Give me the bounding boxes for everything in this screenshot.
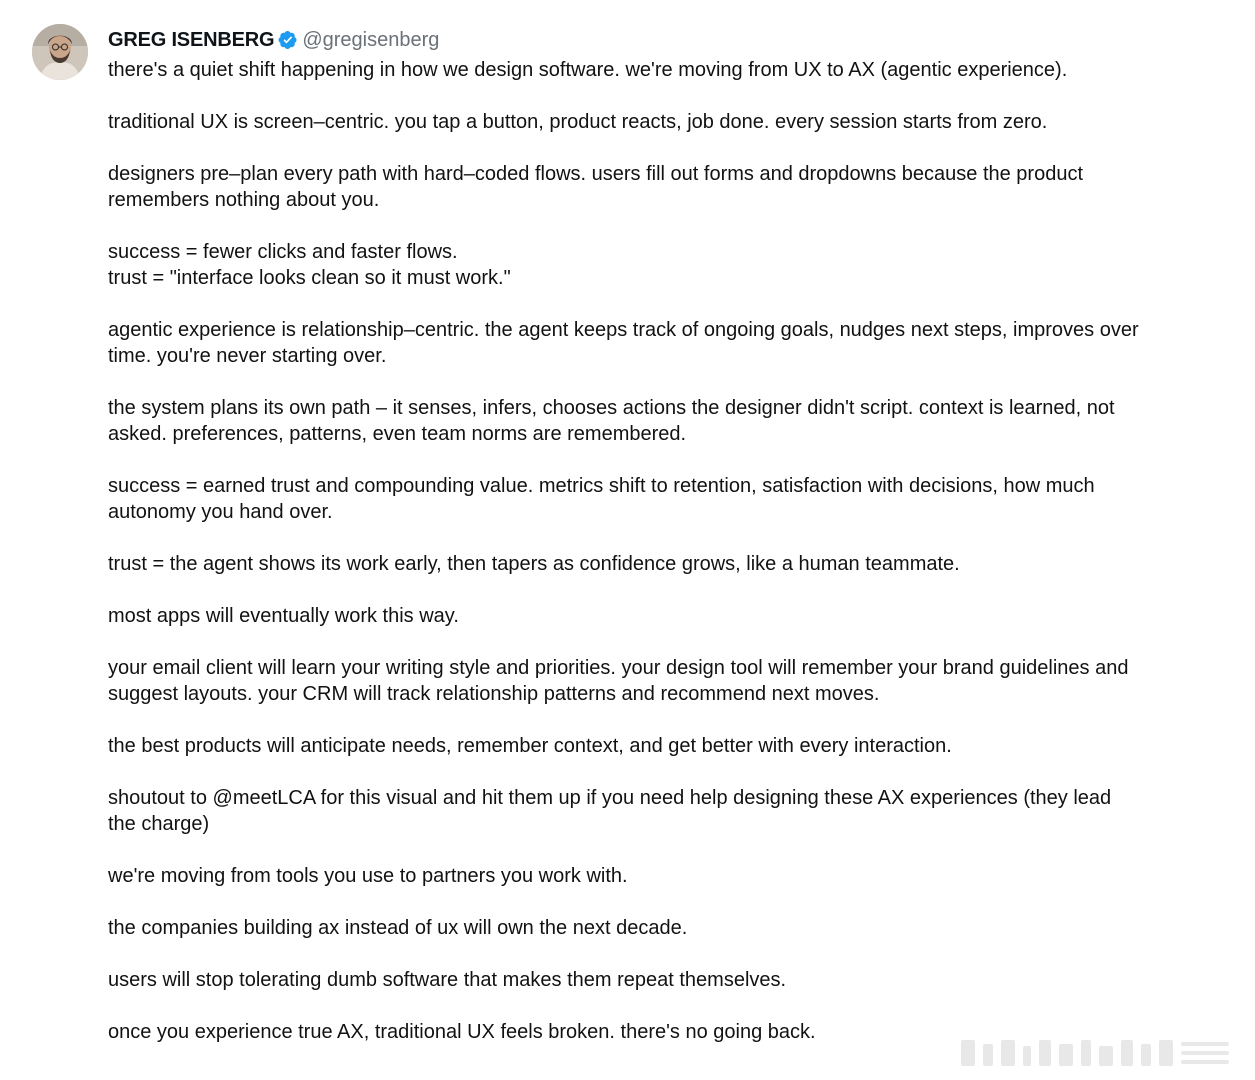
tweet-line: designers pre–plan every path with hard–coded flows. users fill out forms and dropdowns because the product: [108, 163, 1084, 185]
tweet-line: the system plans its own path – it senses, infers, chooses actions the designer didn't script. context is learned, not: [108, 397, 1115, 419]
tweet-paragraph: [108, 395, 1208, 447]
verified-badge-icon: [278, 30, 298, 50]
tweet-line: success = fewer clicks and faster flows.: [108, 241, 458, 263]
tweet-paragraph: [108, 655, 1208, 707]
tweet-line: the charge): [108, 813, 210, 835]
tweet-line: autonomy you hand over.: [108, 501, 333, 523]
tweet-line: shoutout to @meetLCA for this visual and hit them up if you need help designing these AX experiences (they lead: [108, 787, 1112, 809]
tweet-header: [108, 27, 439, 53]
tweet-paragraph: [108, 57, 1208, 83]
tweet-line: asked. preferences, patterns, even team norms are remembered.: [108, 423, 687, 445]
tweet-line: users will stop tolerating dumb software that makes them repeat themselves.: [108, 969, 787, 991]
tweet-line: there's a quiet shift happening in how we design software. we're moving from UX to AX (agentic experience).: [108, 59, 1068, 81]
tweet-paragraph: [108, 551, 1208, 577]
tweet-text: [108, 57, 1208, 1045]
tweet-line: remembers nothing about you.: [108, 189, 380, 211]
tweet-line: your email client will learn your writing style and priorities. your design tool will remember your brand guidelines and: [108, 657, 1129, 679]
tweet-paragraph: [108, 161, 1208, 213]
tweet-line: we're moving from tools you use to partners you work with.: [108, 865, 628, 887]
tweet-line: the best products will anticipate needs, remember context, and get better with every interaction.: [108, 735, 952, 757]
tweet-line: trust = the agent shows its work early, then tapers as confidence grows, like a human teammate.: [108, 553, 960, 575]
tweet-line: once you experience true AX, traditional UX feels broken. there's no going back.: [108, 1021, 816, 1043]
tweet-line: traditional UX is screen–centric. you tap a button, product reacts, job done. every session starts from zero.: [108, 111, 1048, 133]
author-handle[interactable]: @gregisenberg: [302, 28, 440, 51]
tweet-line: suggest layouts. your CRM will track relationship patterns and recommend next moves.: [108, 683, 880, 705]
tweet-paragraph: [108, 109, 1208, 135]
tweet-paragraph: [108, 317, 1208, 369]
tweet-line: trust = "interface looks clean so it must work.": [108, 267, 511, 289]
tweet-line: agentic experience is relationship–centric. the agent keeps track of ongoing goals, nudges next steps, improves over: [108, 319, 1139, 341]
tweet-line: most apps will eventually work this way.: [108, 605, 459, 627]
site-watermark: [943, 1036, 1243, 1070]
tweet-paragraph: [108, 473, 1208, 525]
tweet-paragraph: [108, 785, 1208, 837]
author-display-name[interactable]: GREG ISENBERG: [108, 28, 275, 51]
tweet-paragraph: [108, 915, 1208, 941]
tweet-paragraph: [108, 603, 1208, 629]
tweet-line: time. you're never starting over.: [108, 345, 387, 367]
tweet-line: success = earned trust and compounding value. metrics shift to retention, satisfaction with decisions, how much: [108, 475, 1095, 497]
tweet-paragraph: [108, 863, 1208, 889]
tweet-line: the companies building ax instead of ux will own the next decade.: [108, 917, 688, 939]
tweet-paragraph: [108, 239, 1208, 291]
tweet-paragraph: [108, 967, 1208, 993]
author-avatar[interactable]: [32, 24, 88, 80]
tweet-paragraph: [108, 733, 1208, 759]
